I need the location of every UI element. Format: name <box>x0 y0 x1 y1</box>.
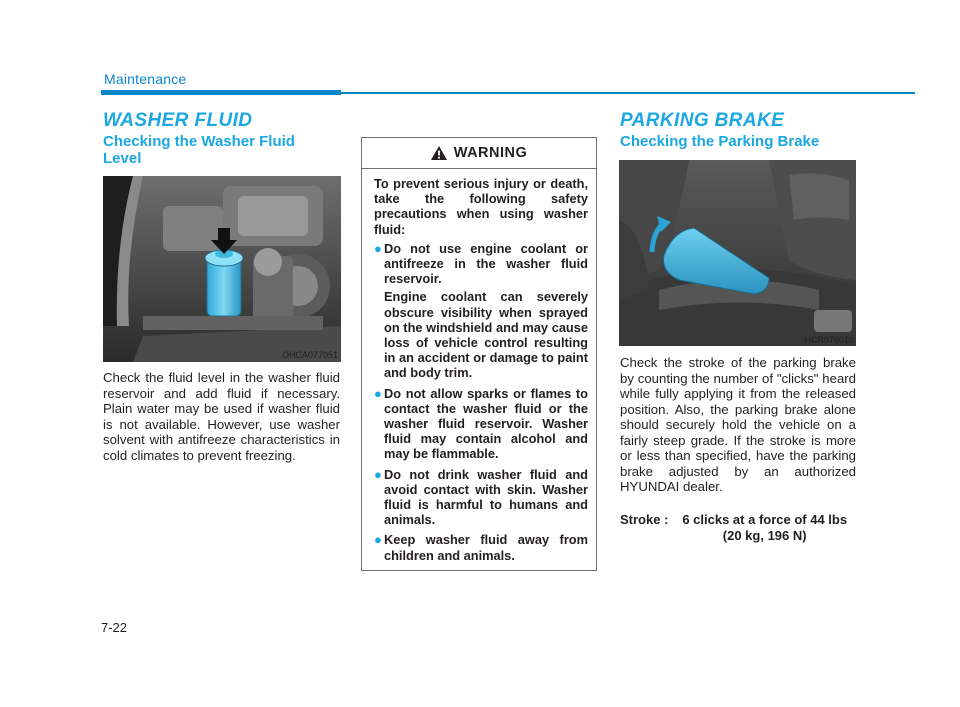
washer-fluid-subtitle: Checking the Washer Fluid Level <box>103 133 295 167</box>
parking-brake-figure <box>619 160 856 346</box>
stroke-spec <box>620 512 856 543</box>
parking-figure-code: HCR076010 <box>804 335 854 345</box>
warning-item-text: Do not drink washer fluid and avoid contact with skin. Washer fluid is harmful to humans and animals. <box>384 466 588 528</box>
parking-brake-title: PARKING BRAKE <box>620 110 785 131</box>
washer-fluid-title: WASHER FLUID <box>103 110 253 131</box>
bullet-icon: ● <box>374 240 382 256</box>
washer-fluid-body: Check the fluid level in the washer fluid reservoir and add fluid if necessary. Plain water may be used if washer fluid is not available. However, use washer solvent with antifreeze characteristics in cold climates to prevent freezing. <box>103 370 340 463</box>
header-bar <box>101 90 341 95</box>
section-label: Maintenance <box>104 71 187 87</box>
warning-item <box>374 532 588 562</box>
warning-intro: To prevent serious injury or death, take the following safety precautions when using washer fluid: <box>374 176 588 237</box>
bullet-icon: ● <box>374 532 382 548</box>
page-number: 7-22 <box>101 620 128 635</box>
washer-figure-code: OHCA077051 <box>281 350 338 360</box>
warning-item-text: Do not allow sparks or flames to contact the washer fluid or the washer fluid reservoir. Washer fluid may contain alcohol and may be flammable. <box>384 385 588 462</box>
stroke-label: Stroke : <box>620 512 669 527</box>
bullet-icon: ● <box>374 466 382 482</box>
washer-reservoir-figure <box>103 176 341 362</box>
parking-brake-subtitle: Checking the Parking Brake <box>620 133 820 150</box>
warning-item <box>374 386 588 462</box>
parking-brake-illustration <box>619 160 856 346</box>
engine-bay-illustration <box>103 176 341 362</box>
header-rule <box>341 92 915 94</box>
stroke-value: 6 clicks at a force of 44 lbs (20 kg, 196 N) <box>682 512 848 543</box>
bullet-icon: ● <box>374 385 382 401</box>
warning-item-text: Do not use engine coolant or antifreeze in the washer fluid reservoir. <box>384 240 588 287</box>
warning-header <box>362 138 596 169</box>
warning-item <box>374 467 588 528</box>
warning-item-extra: Engine coolant can severely obscure visibility when sprayed on the windshield and may cause loss of vehicle control resulting in an accident or damage to paint and body trim. <box>384 289 588 381</box>
warning-item <box>374 241 588 381</box>
warning-box <box>361 137 597 571</box>
warning-item-text: Keep washer fluid away from children and animals. <box>384 532 588 563</box>
warning-body <box>362 169 596 563</box>
parking-brake-body: Check the stroke of the parking brake by counting the number of "clicks" heard while fully applying it from the released position. Also, the parking brake alone should securely hold the vehicle on a fairly steep grade. If the stroke is more or less than specified, have the parking brake adjusted by an authorized HYUNDAI dealer. <box>620 355 856 494</box>
warning-title: WARNING <box>453 145 528 161</box>
warning-list <box>374 241 588 563</box>
warning-triangle-icon <box>431 146 447 160</box>
